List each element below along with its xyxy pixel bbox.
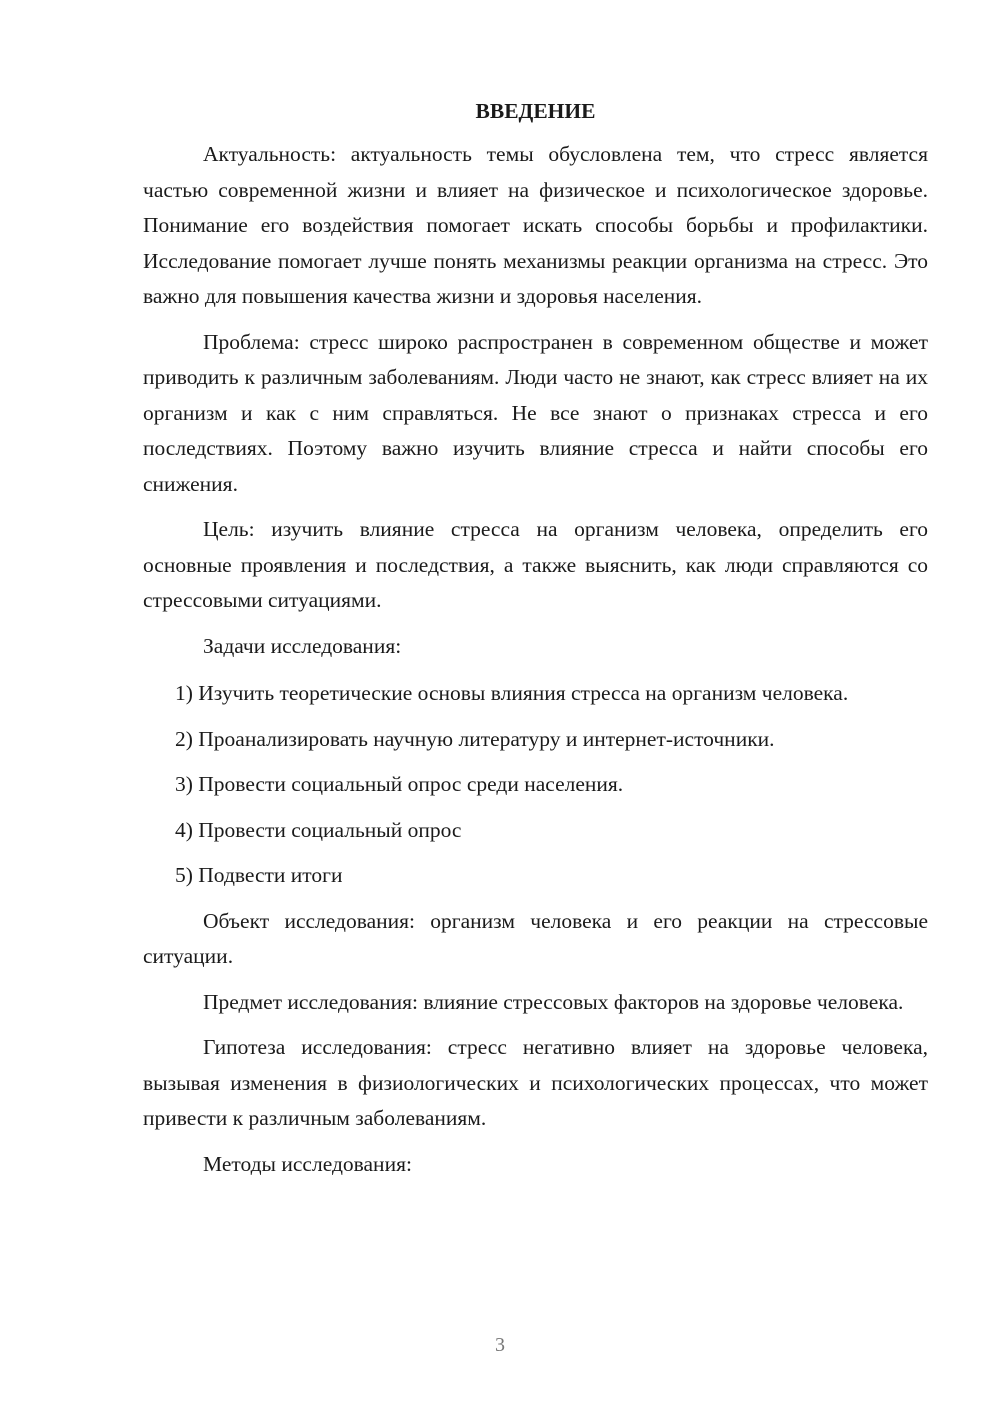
document-page bbox=[143, 96, 928, 1192]
page-number: 3 bbox=[495, 1334, 505, 1356]
task-item-5: 5) Подвести итоги bbox=[175, 863, 343, 887]
task-item-1: 1) Изучить теоретические основы влияния стресса на организм человека. bbox=[175, 681, 849, 705]
paragraph-methods: Методы исследования: bbox=[203, 1151, 412, 1176]
task-item-2: 2) Проанализировать научную литературу и интернет-источники. bbox=[175, 726, 775, 751]
section-title: ВВЕДЕНИЕ bbox=[475, 99, 596, 123]
paragraph-problem: Проблема: стресс широко распространен в современном обществе и может приводить к различным заболеваниям. Люди часто не знают, как стресс влияет на их организм и как с ним справляться. Не все знают о признаках стресса и его последствиях. Поэтому важно изучить влияние стресса и найти способы его снижения. bbox=[143, 329, 928, 496]
task-item-3: 3) Провести социальный опрос среди населения. bbox=[175, 772, 624, 796]
paragraph-tasks-heading: Задачи исследования: bbox=[203, 633, 402, 658]
paragraph-hypothesis: Гипотеза исследования: стресс негативно влияет на здоровье человека, вызывая изменения в физиологических и психологических процессах, что может привести к различным заболеваниям. bbox=[143, 1035, 928, 1130]
paragraph-subject: Предмет исследования: влияние стрессовых факторов на здоровье человека. bbox=[203, 989, 904, 1014]
task-item-4: 4) Провести социальный опрос bbox=[175, 817, 462, 842]
paragraph-goal: Цель: изучить влияние стресса на организм человека, определить его основные проявления и последствия, а также выяснить, как люди справляются со стрессовыми ситуациями. bbox=[143, 517, 928, 612]
paragraph-relevance: Актуальность: актуальность темы обусловлена тем, что стресс является частью современной жизни и влияет на физическое и психологическое здоровье. Понимание его воздействия помогает искать способы борьбы и профилактики. Исследование помогает лучше понять механизмы реакции организма на стресс. Это важно для повышения качества жизни и здоровья населения. bbox=[143, 142, 928, 308]
paragraph-object: Объект исследования: организм человека и его реакции на стрессовые ситуации. bbox=[143, 908, 928, 968]
